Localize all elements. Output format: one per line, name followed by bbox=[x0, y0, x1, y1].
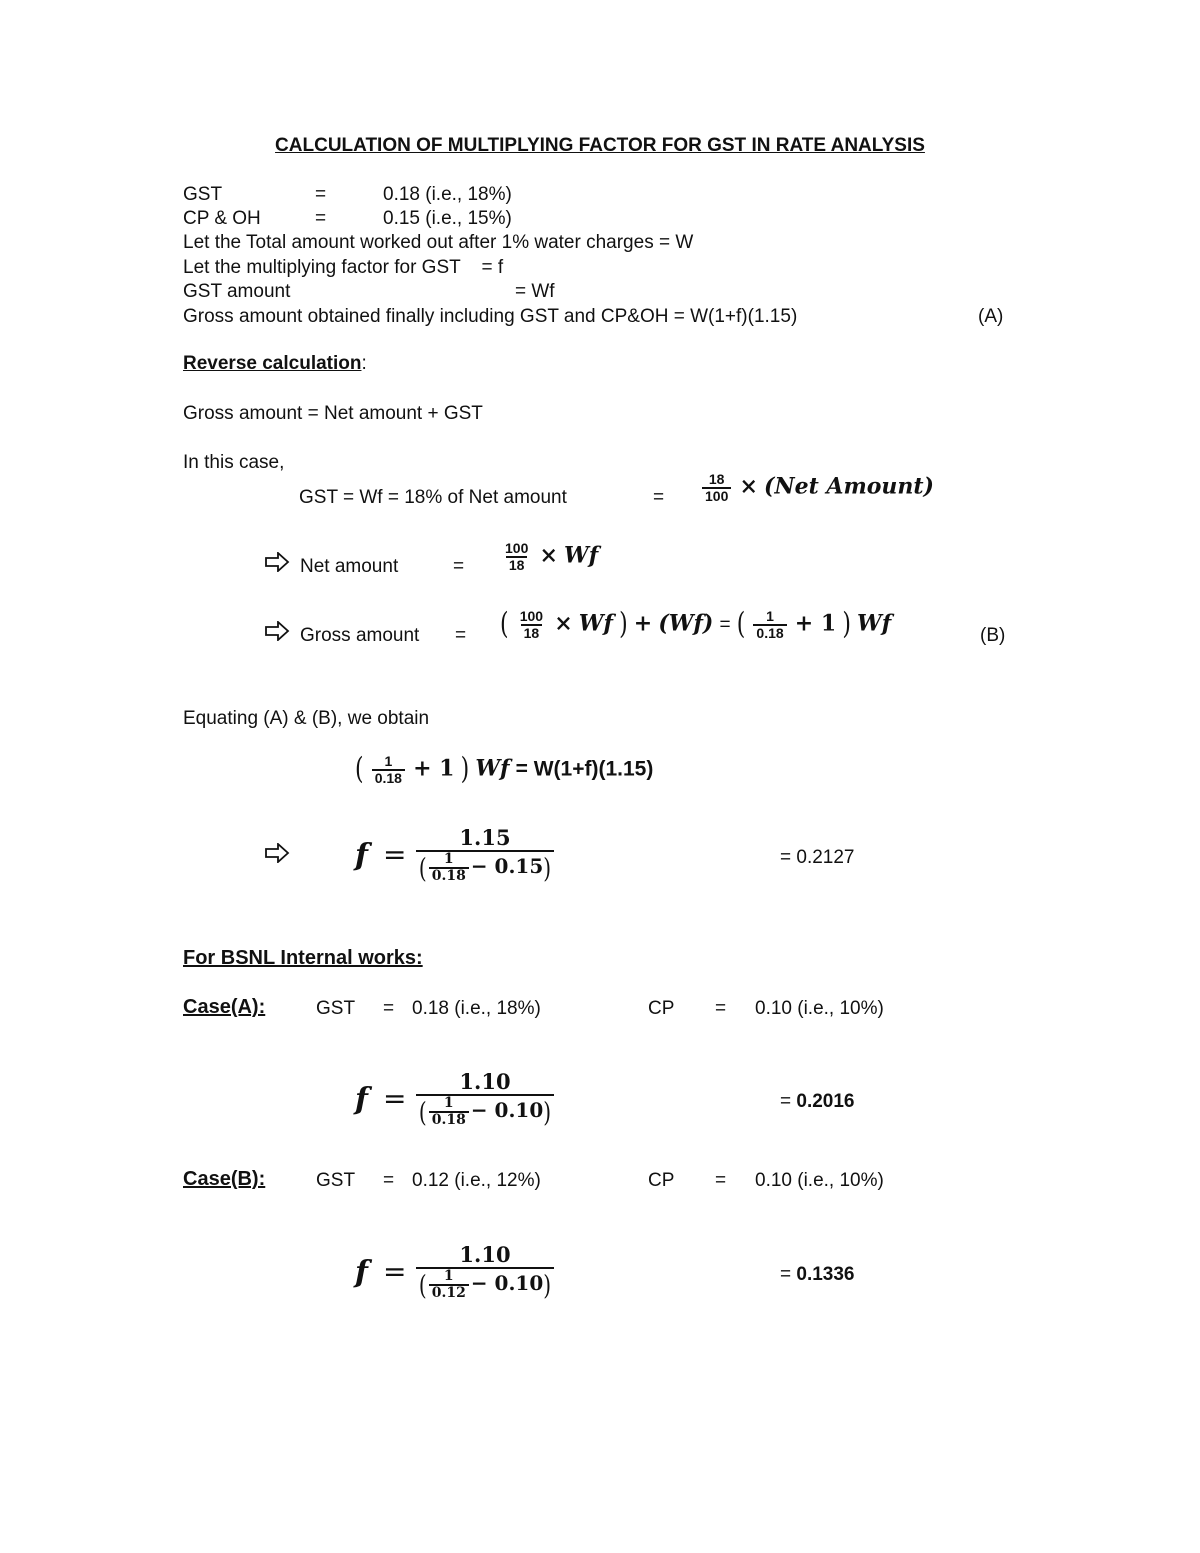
gross-amount-expr bbox=[500, 609, 891, 640]
implies-arrow-icon bbox=[264, 843, 290, 863]
gross-net-equation: Gross amount = Net amount + GST bbox=[183, 403, 483, 424]
fraction-numerator: 100 bbox=[505, 540, 529, 556]
fraction-denominator: 0.18 bbox=[429, 1111, 469, 1128]
fraction-numerator: 1 bbox=[384, 753, 393, 769]
cp-value: 0.15 (i.e., 15%) bbox=[383, 208, 512, 229]
fraction-denominator: 18 bbox=[521, 624, 543, 641]
gross-amount-label: Gross amount bbox=[300, 625, 420, 646]
gross-amount-equals: = bbox=[455, 625, 467, 646]
case-b-gst-label: GST bbox=[316, 1170, 356, 1191]
f-symbol: f bbox=[355, 1082, 368, 1117]
cp-equals: = bbox=[315, 208, 327, 229]
total-amount-line: Let the Total amount worked out after 1% water charges = W bbox=[183, 232, 694, 253]
fraction-1-012 bbox=[429, 1269, 469, 1300]
net-amount-equals: = bbox=[453, 556, 465, 577]
fraction-numerator: 18 bbox=[708, 471, 725, 487]
equation-tag-a: (A) bbox=[978, 306, 1004, 327]
f-symbol: f bbox=[355, 838, 368, 873]
net-amount-label: Net amount bbox=[300, 556, 399, 577]
fraction-numerator: 1 bbox=[766, 608, 774, 624]
minus-term: − 0.10 bbox=[470, 1271, 544, 1296]
minus-term: − 0.15 bbox=[470, 854, 544, 879]
fraction-denominator: 100 bbox=[702, 487, 731, 504]
case-a-fraction bbox=[416, 1069, 554, 1127]
f-numerator: 1.15 bbox=[459, 825, 511, 850]
fraction-denominator: 0.18 bbox=[372, 769, 405, 786]
fraction-denominator: 0.12 bbox=[429, 1284, 469, 1301]
cp-label: CP & OH bbox=[183, 208, 261, 229]
case-b-gst-equals: = bbox=[383, 1170, 395, 1191]
wf-symbol: Wf bbox=[578, 610, 613, 637]
factor-line: Let the multiplying factor for GST = f bbox=[183, 257, 504, 278]
equating-rhs: = W(1+f)(1.15) bbox=[515, 757, 654, 781]
plus-one: + 1 bbox=[794, 610, 837, 637]
reverse-heading-colon: : bbox=[361, 353, 367, 374]
case-a-result bbox=[780, 1090, 855, 1114]
plus-sign: + bbox=[633, 610, 653, 637]
open-paren: ( bbox=[736, 607, 746, 642]
fraction-1-018 bbox=[372, 754, 405, 785]
equating-text: Equating (A) & (B), we obtain bbox=[183, 708, 430, 729]
fraction-denominator: 18 bbox=[506, 556, 528, 573]
close-paren: ) bbox=[543, 1095, 552, 1128]
gst-amount-label: GST amount bbox=[183, 281, 291, 302]
close-paren: ) bbox=[842, 607, 851, 642]
net-amount-expr: (Net Amount) bbox=[764, 473, 934, 500]
gst-fraction-expr bbox=[700, 472, 934, 503]
page-title: CALCULATION OF MULTIPLYING FACTOR FOR GST IN RATE ANALYSIS bbox=[275, 135, 925, 156]
case-b-cp-value: 0.10 (i.e., 10%) bbox=[755, 1170, 884, 1191]
case-a-label: Case(A): bbox=[183, 996, 266, 1018]
reverse-heading-text: Reverse calculation bbox=[183, 353, 362, 374]
wf-symbol: Wf bbox=[475, 755, 510, 782]
fraction-1-018 bbox=[429, 1096, 469, 1127]
reverse-heading bbox=[183, 352, 367, 376]
case-a-denominator bbox=[416, 1096, 554, 1127]
case-b-result-value: 0.1336 bbox=[796, 1264, 855, 1285]
case-a-numerator: 1.10 bbox=[459, 1069, 511, 1094]
bsnl-heading: For BSNL Internal works: bbox=[183, 947, 423, 969]
open-paren: ( bbox=[500, 607, 509, 642]
case-b-numerator: 1.10 bbox=[459, 1242, 511, 1267]
case-a-gst-value: 0.18 (i.e., 18%) bbox=[412, 998, 541, 1019]
gross-amount-line: Gross amount obtained finally including GST and CP&OH = W(1+f)(1.15) bbox=[183, 306, 798, 327]
case-a-gst-equals: = bbox=[383, 998, 395, 1019]
times-sign: × bbox=[739, 473, 758, 500]
case-a-cp-equals: = bbox=[715, 998, 727, 1019]
equation-tag-b: (B) bbox=[980, 625, 1006, 646]
equals-sign: = bbox=[719, 614, 731, 636]
case-b-result-equals: = bbox=[780, 1264, 792, 1285]
case-a-cp-label: CP bbox=[648, 998, 675, 1019]
gst-wf-line: GST = Wf = 18% of Net amount bbox=[299, 487, 567, 508]
plus-one: + 1 bbox=[413, 755, 455, 782]
fraction-1-018 bbox=[429, 852, 469, 883]
wf-paren-symbol: (Wf) bbox=[658, 610, 714, 637]
close-paren: ) bbox=[619, 607, 628, 642]
times-sign: × bbox=[554, 610, 573, 637]
case-a-result-value: 0.2016 bbox=[796, 1091, 855, 1112]
minus-term: − 0.10 bbox=[470, 1098, 544, 1123]
case-b-fraction bbox=[416, 1242, 554, 1300]
fraction-100-18 bbox=[517, 609, 546, 640]
fraction-18-100 bbox=[702, 472, 731, 503]
wf-symbol: Wf bbox=[564, 542, 599, 569]
net-amount-expr bbox=[500, 541, 598, 572]
gst-equals: = bbox=[315, 184, 327, 205]
fraction-numerator: 1 bbox=[443, 1268, 454, 1284]
fraction-denominator: 0.18 bbox=[429, 867, 469, 884]
open-paren: ( bbox=[418, 1095, 427, 1128]
in-this-case: In this case, bbox=[183, 452, 285, 473]
close-paren: ) bbox=[460, 752, 470, 787]
f-fraction-gst-018 bbox=[416, 825, 554, 883]
f-denominator bbox=[416, 852, 554, 883]
equating-expr bbox=[355, 754, 653, 785]
fraction-1-018 bbox=[753, 609, 786, 640]
open-paren: ( bbox=[418, 1268, 427, 1301]
f-equals: = bbox=[383, 1255, 407, 1288]
case-b-cp-label: CP bbox=[648, 1170, 675, 1191]
case-b-denominator bbox=[416, 1269, 554, 1300]
case-b-gst-value: 0.12 (i.e., 12%) bbox=[412, 1170, 541, 1191]
case-b-cp-equals: = bbox=[715, 1170, 727, 1191]
f-result: = 0.2127 bbox=[780, 847, 855, 868]
wf-symbol: Wf bbox=[857, 610, 892, 637]
case-a-cp-value: 0.10 (i.e., 10%) bbox=[755, 998, 884, 1019]
implies-arrow-icon bbox=[264, 621, 290, 641]
case-a-gst-label: GST bbox=[316, 998, 356, 1019]
f-equals: = bbox=[383, 1082, 407, 1115]
case-b-label: Case(B): bbox=[183, 1168, 266, 1190]
fraction-100-18 bbox=[502, 541, 531, 572]
gst-wf-equals: = bbox=[653, 487, 665, 508]
close-paren: ) bbox=[543, 1268, 552, 1301]
times-sign: × bbox=[539, 542, 558, 569]
close-paren: ) bbox=[543, 851, 552, 884]
open-paren: ( bbox=[418, 851, 427, 884]
implies-arrow-icon bbox=[264, 552, 290, 572]
gst-amount-value: = Wf bbox=[515, 281, 555, 302]
fraction-numerator: 100 bbox=[519, 608, 544, 624]
f-symbol: f bbox=[355, 1255, 368, 1290]
gst-value: 0.18 (i.e., 18%) bbox=[383, 184, 512, 205]
fraction-numerator: 1 bbox=[443, 1095, 454, 1111]
fraction-denominator: 0.18 bbox=[753, 624, 786, 641]
case-a-result-equals: = bbox=[780, 1091, 792, 1112]
gst-label: GST bbox=[183, 184, 223, 205]
f-equals: = bbox=[383, 838, 407, 871]
fraction-numerator: 1 bbox=[443, 851, 454, 867]
case-b-result bbox=[780, 1263, 855, 1287]
open-paren: ( bbox=[355, 752, 364, 787]
